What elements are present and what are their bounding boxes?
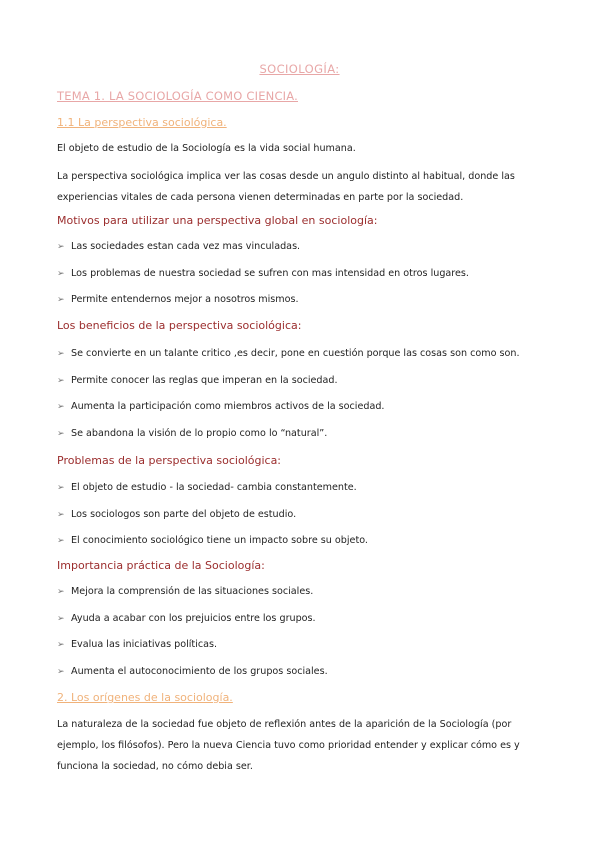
list-item xyxy=(57,427,557,454)
arrow-bullet-icon: ➢ xyxy=(57,483,65,493)
list-item xyxy=(57,374,557,401)
section-1-paragraph-1: El objeto de estudio de la Sociología es la vida social humana. xyxy=(57,143,356,154)
section-2-heading: 2. Los orígenes de la sociología. xyxy=(57,691,233,704)
list-item xyxy=(57,400,557,427)
problemas-list xyxy=(57,481,557,561)
list-item-text: Los problemas de nuestra sociedad se sufren con mas intensidad en otros lugares. xyxy=(71,267,469,279)
arrow-bullet-icon: ➢ xyxy=(57,375,65,386)
list-item-text: Evalua las iniciativas políticas. xyxy=(71,639,218,650)
list-item xyxy=(57,585,557,612)
list-item xyxy=(57,534,557,561)
document-title: SOCIOLOGÍA: xyxy=(259,62,340,76)
list-item-text: Ayuda a acabar con los prejuicios entre los grupos. xyxy=(71,612,316,624)
list-item xyxy=(57,347,557,374)
list-item xyxy=(57,612,557,639)
arrow-bullet-icon: ➢ xyxy=(57,640,65,650)
beneficios-heading: Los beneficios de la perspectiva sociológica: xyxy=(57,319,302,332)
problemas-heading: Problemas de la perspectiva sociológica: xyxy=(57,454,282,467)
list-item-text: El objeto de estudio - la sociedad- cambia constantemente. xyxy=(71,482,357,493)
list-item-text: El conocimiento sociológico tiene un impacto sobre su objeto. xyxy=(71,535,368,546)
importancia-heading: Importancia práctica de la Sociología: xyxy=(57,559,265,572)
motivos-heading: Motivos para utilizar una perspectiva global en sociología: xyxy=(57,214,378,227)
topic-heading: TEMA 1. LA SOCIOLOGÍA COMO CIENCIA. xyxy=(57,89,298,103)
section-1-paragraph-2: La perspectiva sociológica implica ver las cosas desde un angulo distinto al habitual, donde las experiencias vitales de cada persona vienen determinadas en parte por la sociedad. xyxy=(57,171,515,203)
list-item-text: Permite entendernos mejor a nosotros mismos. xyxy=(71,294,299,305)
section-1-heading: 1.1 La perspectiva sociológica. xyxy=(57,116,227,129)
arrow-bullet-icon: ➢ xyxy=(57,428,65,439)
arrow-bullet-icon: ➢ xyxy=(57,536,65,546)
importancia-list xyxy=(57,585,557,691)
list-item xyxy=(57,293,557,320)
list-item-text: Se abandona la visión de lo propio como lo “natural”. xyxy=(71,427,328,439)
motivos-list xyxy=(57,240,557,320)
beneficios-list xyxy=(57,347,557,453)
list-item-text: Se convierte en un talante critico ,es decir, pone en cuestión porque las cosas son como son. xyxy=(71,348,520,359)
list-item xyxy=(57,638,557,665)
list-item-text: Aumenta el autoconocimiento de los grupos sociales. xyxy=(71,665,328,677)
list-item xyxy=(57,267,557,294)
arrow-bullet-icon: ➢ xyxy=(57,587,65,597)
arrow-bullet-icon: ➢ xyxy=(57,666,65,677)
arrow-bullet-icon: ➢ xyxy=(57,268,65,279)
arrow-bullet-icon: ➢ xyxy=(57,402,65,412)
list-item xyxy=(57,240,557,267)
arrow-bullet-icon: ➢ xyxy=(57,295,65,305)
list-item-text: Las sociedades estan cada vez mas vinculadas. xyxy=(71,241,301,252)
arrow-bullet-icon: ➢ xyxy=(57,613,65,624)
arrow-bullet-icon: ➢ xyxy=(57,349,65,359)
list-item-text: Los sociologos son parte del objeto de estudio. xyxy=(71,508,297,520)
list-item-text: Permite conocer las reglas que imperan en la sociedad. xyxy=(71,374,338,386)
list-item-text: Aumenta la participación como miembros activos de la sociedad. xyxy=(71,401,385,412)
list-item xyxy=(57,508,557,535)
arrow-bullet-icon: ➢ xyxy=(57,242,65,252)
list-item-text: Mejora la comprensión de las situaciones sociales. xyxy=(71,586,314,597)
arrow-bullet-icon: ➢ xyxy=(57,509,65,520)
section-2-paragraph: La naturaleza de la sociedad fue objeto de reflexión antes de la aparición de la Sociología (por ejemplo, los filósofos). Pero la nueva Ciencia tuvo como prioridad entender y explicar cómo es y funciona la sociedad, no cómo debia ser. xyxy=(57,719,520,772)
list-item xyxy=(57,665,557,692)
list-item xyxy=(57,481,557,508)
